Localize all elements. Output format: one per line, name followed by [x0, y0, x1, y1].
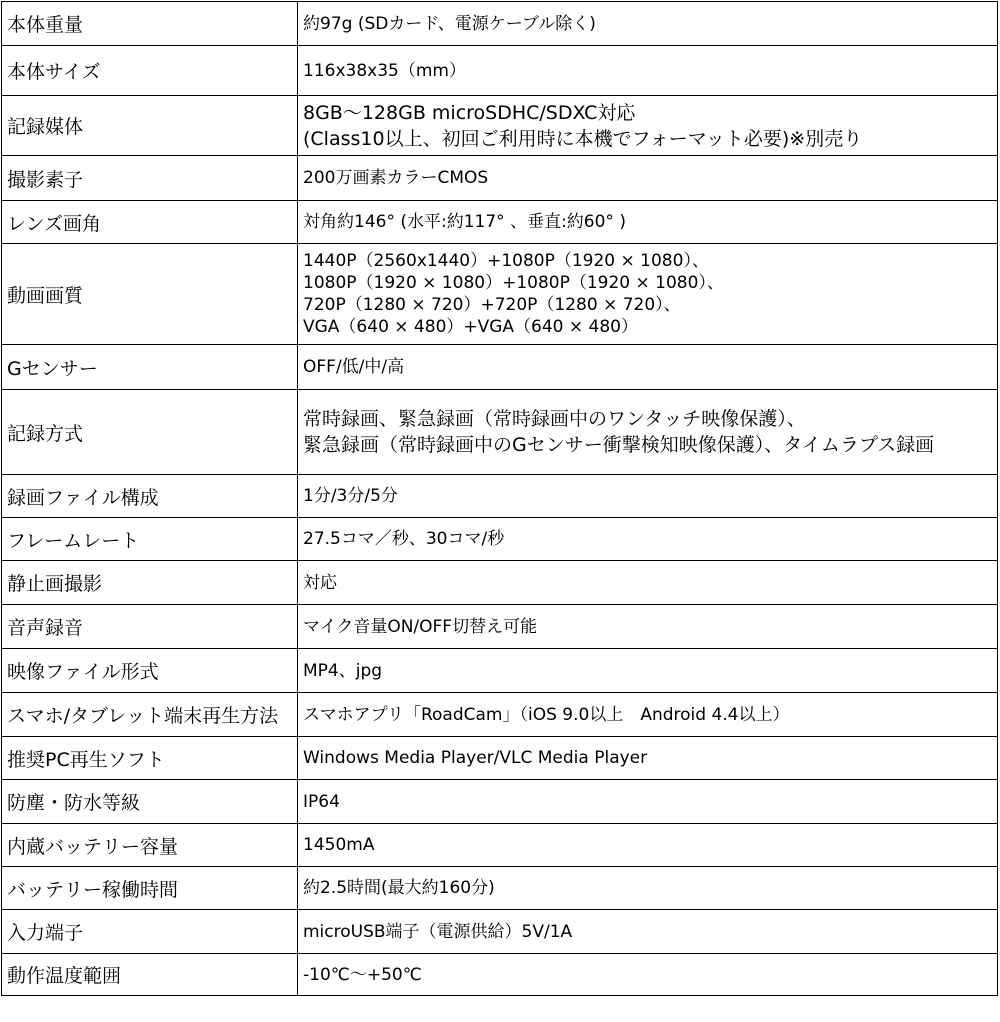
spec-row-pc-software	[2, 737, 998, 780]
value-cell	[298, 649, 998, 693]
value-cell	[298, 96, 998, 156]
label-cell: 撮影素子	[2, 156, 298, 201]
spec-row-file-structure	[2, 475, 998, 518]
spec-row-audio	[2, 605, 998, 649]
label-cell: 内蔵バッテリー容量	[2, 824, 298, 867]
label-cell: 記録媒体	[2, 96, 298, 156]
label-cell: 静止画撮影	[2, 561, 298, 605]
value-line: 約2.5時間(最大約160分)	[303, 878, 495, 898]
spec-table	[1, 1, 998, 996]
value-line: 1080P（1920 × 1080）+1080P（1920 × 1080）、	[303, 273, 724, 293]
value-line: 1440P（2560x1440）+1080P（1920 × 1080）、	[303, 251, 709, 271]
spec-row-media	[2, 96, 998, 156]
spec-row-mobile-playback	[2, 693, 998, 737]
value-line: MP4、jpg	[303, 660, 383, 681]
spec-row-input-terminal	[2, 910, 998, 954]
label-cell: フレームレート	[2, 518, 298, 561]
spec-row-weight	[2, 2, 998, 46]
spec-row-recording-mode	[2, 390, 998, 475]
value-line: スマホアプリ「RoadCam」（iOS 9.0以上 Android 4.4以上）	[303, 704, 790, 725]
value-line: 116x38x35（mm）	[303, 60, 466, 81]
value-line: 720P（1280 × 720）+720P（1280 × 720）、	[303, 295, 681, 315]
value-cell	[298, 2, 998, 46]
value-cell	[298, 244, 998, 345]
value-line: OFF/低/中/高	[303, 357, 405, 377]
value-cell	[298, 824, 998, 867]
label-cell: 記録方式	[2, 390, 298, 475]
spec-row-sensor	[2, 156, 998, 201]
spec-row-video-quality	[2, 244, 998, 345]
value-line: 27.5コマ／秒、30コマ/秒	[303, 529, 505, 549]
value-cell	[298, 156, 998, 201]
value-line: 常時録画、緊急録画（常時録画中のワンタッチ映像保護）、	[303, 408, 806, 430]
value-cell	[298, 780, 998, 824]
label-cell: バッテリー稼働時間	[2, 867, 298, 910]
value-cell	[298, 201, 998, 244]
value-line: 8GB〜128GB microSDHC/SDXC対応	[303, 101, 636, 124]
spec-row-file-format	[2, 649, 998, 693]
value-line: Windows Media Player/VLC Media Player	[303, 748, 648, 768]
value-cell	[298, 561, 998, 605]
value-line: 200万画素カラーCMOS	[303, 168, 489, 188]
label-cell: 録画ファイル構成	[2, 475, 298, 518]
value-line: -10℃〜+50℃	[303, 964, 422, 985]
label-cell: 音声録音	[2, 605, 298, 649]
value-cell	[298, 605, 998, 649]
value-cell	[298, 867, 998, 910]
spec-row-g-sensor	[2, 345, 998, 390]
value-line: 対応	[303, 572, 337, 593]
label-cell: 映像ファイル形式	[2, 649, 298, 693]
label-cell: スマホ/タブレット端末再生方法	[2, 693, 298, 737]
label-cell: 本体サイズ	[2, 46, 298, 96]
value-cell	[298, 954, 998, 996]
spec-row-battery-time	[2, 867, 998, 910]
value-line: 1分/3分/5分	[303, 486, 398, 506]
spec-row-operating-temperature	[2, 954, 998, 996]
label-cell: レンズ画角	[2, 201, 298, 244]
spec-row-frame-rate	[2, 518, 998, 561]
value-cell	[298, 475, 998, 518]
spec-row-still-image	[2, 561, 998, 605]
label-cell: Gセンサー	[2, 345, 298, 390]
value-line: IP64	[303, 791, 340, 812]
spec-row-lens-angle	[2, 201, 998, 244]
value-line: microUSB端子（電源供給）5V/1A	[303, 921, 573, 942]
value-line: VGA（640 × 480）+VGA（640 × 480）	[303, 317, 639, 337]
value-cell	[298, 390, 998, 475]
value-cell	[298, 345, 998, 390]
value-line: 約97g (SDカード、電源ケーブル除く)	[303, 13, 596, 34]
value-cell	[298, 737, 998, 780]
value-cell	[298, 693, 998, 737]
label-cell: 動画画質	[2, 244, 298, 345]
value-line: 1450mA	[303, 835, 375, 855]
label-cell: 防塵・防水等級	[2, 780, 298, 824]
value-line: 緊急録画（常時録画中のGセンサー衝撃検知映像保護）、タイムラプス録画	[303, 434, 935, 456]
value-cell	[298, 910, 998, 954]
label-cell: 動作温度範囲	[2, 954, 298, 996]
value-line: マイク音量ON/OFF切替え可能	[303, 616, 538, 637]
value-cell	[298, 518, 998, 561]
label-cell: 入力端子	[2, 910, 298, 954]
value-line: 対角約146° (水平:約117° 、垂直:約60° )	[303, 212, 626, 232]
label-cell: 本体重量	[2, 2, 298, 46]
spec-row-dust-water	[2, 780, 998, 824]
value-cell	[298, 46, 998, 96]
label-cell: 推奨PC再生ソフト	[2, 737, 298, 780]
spec-row-battery-capacity	[2, 824, 998, 867]
value-line: (Class10以上、初回ご利用時に本機でフォーマット必要)※別売り	[303, 127, 863, 150]
spec-row-size	[2, 46, 998, 96]
